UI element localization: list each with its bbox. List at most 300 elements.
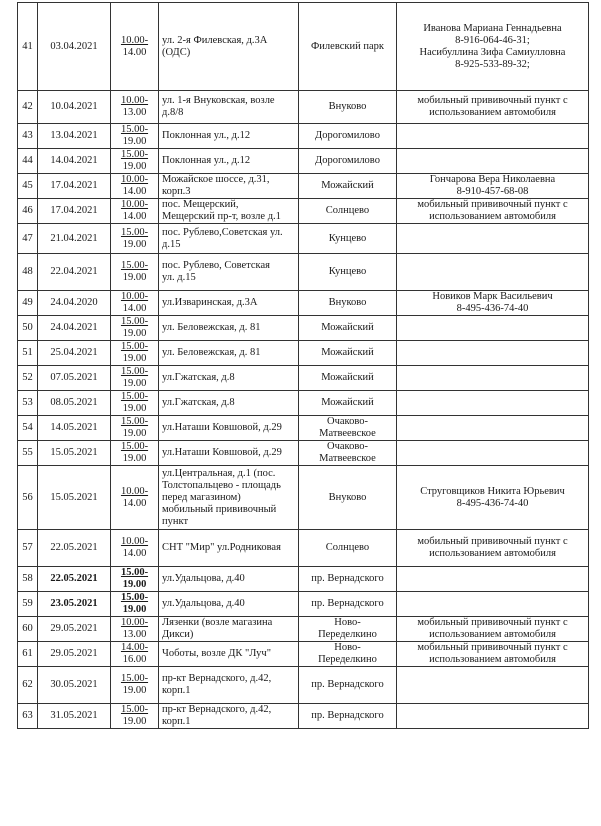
address-cell bbox=[159, 91, 299, 124]
date-cell bbox=[38, 366, 111, 391]
contact-cell bbox=[397, 416, 589, 441]
cell-text: 8-910-457-68-08 bbox=[456, 186, 529, 197]
cell-text: 10.00- bbox=[120, 174, 149, 185]
cell-text: 19.00 bbox=[122, 136, 147, 147]
district-cell bbox=[299, 530, 397, 567]
cell-text: 15.05.2021 bbox=[50, 491, 98, 503]
date-cell bbox=[38, 642, 111, 667]
time-cell bbox=[111, 416, 159, 441]
cell-text: 15.00- bbox=[120, 391, 149, 402]
cell-text: 13.00 bbox=[122, 629, 147, 640]
address-cell bbox=[159, 704, 299, 729]
cell-text: 10.00- bbox=[120, 199, 149, 210]
cell-text: Новиков Марк Васильевич bbox=[432, 291, 553, 302]
district-cell bbox=[299, 341, 397, 366]
cell-text: 19.00 bbox=[122, 716, 147, 727]
cell-text: Матвеевское bbox=[319, 428, 376, 439]
table-row bbox=[18, 416, 589, 441]
contact-cell bbox=[397, 124, 589, 149]
cell-text: пр. Вернадского bbox=[311, 598, 384, 609]
date-cell bbox=[38, 704, 111, 729]
row-number-cell bbox=[18, 199, 38, 224]
contact-cell bbox=[397, 316, 589, 341]
cell-text: Поклонная ул., д.12 bbox=[162, 155, 251, 166]
cell-text: Можайский bbox=[321, 347, 374, 358]
cell-text: ул.Удальцова, д.40 bbox=[162, 598, 245, 609]
cell-text: мобильный прививочный пункт с bbox=[417, 617, 568, 628]
row-number-cell bbox=[18, 149, 38, 174]
cell-text: 31.05.2021 bbox=[50, 710, 98, 721]
contact-cell bbox=[397, 224, 589, 254]
cell-text: Внуково bbox=[328, 297, 367, 308]
time-cell bbox=[111, 124, 159, 149]
cell-text: 19.00 bbox=[122, 353, 147, 364]
table-row bbox=[18, 174, 589, 199]
contact-cell bbox=[397, 704, 589, 729]
cell-text: 29.05.2021 bbox=[50, 648, 98, 659]
district-cell bbox=[299, 667, 397, 704]
time-cell bbox=[111, 466, 159, 530]
cell-text: 15.00- bbox=[120, 673, 149, 684]
cell-text: Дорогомилово bbox=[315, 155, 380, 166]
contact-cell bbox=[397, 667, 589, 704]
cell-text: 23.05.2021 bbox=[50, 598, 98, 609]
cell-text: 15.00- bbox=[120, 341, 149, 352]
contact-cell bbox=[397, 149, 589, 174]
cell-text: Очаково- bbox=[327, 416, 368, 427]
cell-text: 54 bbox=[22, 422, 33, 433]
cell-text: 46 bbox=[22, 205, 33, 216]
cell-text: 14.00 bbox=[122, 186, 147, 197]
cell-text: Лязенки (возле магазина bbox=[162, 617, 273, 628]
cell-text: 19.00 bbox=[122, 428, 147, 439]
table-row bbox=[18, 567, 589, 592]
cell-text: Чоботы, возле ДК "Луч" bbox=[162, 648, 271, 659]
cell-text: 48 bbox=[22, 266, 33, 277]
cell-text: Внуково bbox=[328, 491, 367, 503]
cell-text: 53 bbox=[22, 397, 33, 408]
cell-text: 24.04.2020 bbox=[50, 297, 98, 308]
cell-text: 19.00 bbox=[122, 604, 147, 615]
time-cell bbox=[111, 316, 159, 341]
cell-text: 49 bbox=[22, 297, 33, 308]
time-cell bbox=[111, 530, 159, 567]
cell-text: Дикси) bbox=[162, 629, 194, 640]
table-row bbox=[18, 124, 589, 149]
cell-text: Кунцево bbox=[328, 266, 367, 277]
cell-text: 57 bbox=[22, 542, 33, 553]
cell-text: Можайский bbox=[321, 397, 374, 408]
cell-text: 15.00- bbox=[120, 704, 149, 715]
district-cell bbox=[299, 224, 397, 254]
contact-cell bbox=[397, 567, 589, 592]
cell-text: Очаково- bbox=[327, 441, 368, 452]
contact-cell bbox=[397, 254, 589, 291]
cell-text: ул. Беловежская, д. 81 bbox=[162, 322, 261, 333]
row-number-cell bbox=[18, 704, 38, 729]
date-cell bbox=[38, 391, 111, 416]
row-number-cell bbox=[18, 91, 38, 124]
cell-text: использованием автомобиля bbox=[429, 629, 556, 640]
cell-text: 10.00- bbox=[120, 485, 149, 497]
contact-cell bbox=[397, 199, 589, 224]
cell-text: ул. д.15 bbox=[162, 272, 196, 283]
cell-text: Ново- bbox=[334, 617, 361, 628]
cell-text: пр-кт Вернадского, д.42, bbox=[162, 704, 272, 715]
address-cell bbox=[159, 254, 299, 291]
cell-text: ул.Удальцова, д.40 bbox=[162, 573, 245, 584]
contact-cell bbox=[397, 391, 589, 416]
date-cell bbox=[38, 199, 111, 224]
cell-text: Можайский bbox=[321, 180, 374, 191]
cell-text: ул.Наташи Ковшовой, д.29 bbox=[162, 422, 282, 433]
cell-text: 10.00- bbox=[120, 536, 149, 547]
cell-text: корп.3 bbox=[162, 186, 191, 197]
cell-text: ул. Беловежская, д. 81 bbox=[162, 347, 261, 358]
time-cell bbox=[111, 617, 159, 642]
row-number-cell bbox=[18, 592, 38, 617]
table-row bbox=[18, 254, 589, 291]
district-cell bbox=[299, 254, 397, 291]
cell-text: 52 bbox=[22, 372, 33, 383]
row-number-cell bbox=[18, 530, 38, 567]
address-cell bbox=[159, 567, 299, 592]
date-cell bbox=[38, 530, 111, 567]
cell-text: 19.00 bbox=[122, 161, 147, 172]
date-cell bbox=[38, 617, 111, 642]
date-cell bbox=[38, 441, 111, 466]
date-cell bbox=[38, 667, 111, 704]
cell-text: Насибуллина Зифа Самиулловна bbox=[419, 46, 566, 58]
cell-text: 60 bbox=[22, 623, 33, 634]
date-cell bbox=[38, 416, 111, 441]
cell-text: 19.00 bbox=[122, 403, 147, 414]
cell-text: использованием автомобиля bbox=[429, 654, 556, 665]
cell-text: 19.00 bbox=[122, 238, 147, 250]
address-cell bbox=[159, 667, 299, 704]
date-cell bbox=[38, 466, 111, 530]
contact-cell bbox=[397, 642, 589, 667]
cell-text: 62 bbox=[22, 679, 33, 690]
cell-text: 50 bbox=[22, 322, 33, 333]
time-cell bbox=[111, 567, 159, 592]
cell-text: (ОДС) bbox=[162, 46, 191, 58]
time-cell bbox=[111, 199, 159, 224]
table-row bbox=[18, 224, 589, 254]
district-cell bbox=[299, 124, 397, 149]
cell-text: 14.00 bbox=[122, 497, 147, 509]
cell-text: 08.05.2021 bbox=[50, 397, 98, 408]
table-row bbox=[18, 642, 589, 667]
cell-text: 14.05.2021 bbox=[50, 422, 98, 433]
cell-text: Кунцево bbox=[328, 232, 367, 244]
table-row bbox=[18, 149, 589, 174]
district-cell bbox=[299, 704, 397, 729]
row-number-cell bbox=[18, 341, 38, 366]
cell-text: Струговщиков Никита Юрьевич bbox=[420, 485, 565, 497]
table-row bbox=[18, 704, 589, 729]
contact-cell bbox=[397, 530, 589, 567]
cell-text: 8-925-533-89-32; bbox=[455, 58, 530, 70]
contact-cell bbox=[397, 441, 589, 466]
table-row bbox=[18, 3, 589, 91]
address-cell bbox=[159, 316, 299, 341]
cell-text: пункт bbox=[162, 515, 189, 527]
address-cell bbox=[159, 291, 299, 316]
table-row bbox=[18, 617, 589, 642]
row-number-cell bbox=[18, 567, 38, 592]
table-row bbox=[18, 391, 589, 416]
cell-text: 17.04.2021 bbox=[50, 205, 98, 216]
cell-text: 15.05.2021 bbox=[50, 447, 98, 458]
contact-cell bbox=[397, 366, 589, 391]
date-cell bbox=[38, 174, 111, 199]
address-cell bbox=[159, 149, 299, 174]
cell-text: ул. 1-я Внуковская, возле bbox=[162, 95, 275, 106]
cell-text: пр-кт Вернадского, д.42, bbox=[162, 673, 272, 684]
address-cell bbox=[159, 341, 299, 366]
date-cell bbox=[38, 91, 111, 124]
address-cell bbox=[159, 174, 299, 199]
address-cell bbox=[159, 199, 299, 224]
cell-text: 22.05.2021 bbox=[50, 542, 98, 553]
cell-text: 19.00 bbox=[122, 328, 147, 339]
table-row bbox=[18, 291, 589, 316]
row-number-cell bbox=[18, 291, 38, 316]
cell-text: Можайский bbox=[321, 372, 374, 383]
cell-text: 15.00- bbox=[120, 149, 149, 160]
cell-text: пр. Вернадского bbox=[311, 679, 384, 690]
time-cell bbox=[111, 174, 159, 199]
cell-text: Мещерский пр-т, возле д.1 bbox=[162, 211, 281, 222]
time-cell bbox=[111, 149, 159, 174]
cell-text: 10.00- bbox=[120, 34, 149, 46]
cell-text: 29.05.2021 bbox=[50, 623, 98, 634]
row-number-cell bbox=[18, 3, 38, 91]
cell-text: 30.05.2021 bbox=[50, 679, 98, 690]
address-cell bbox=[159, 391, 299, 416]
address-cell bbox=[159, 224, 299, 254]
row-number-cell bbox=[18, 441, 38, 466]
date-cell bbox=[38, 567, 111, 592]
cell-text: 22.04.2021 bbox=[50, 266, 98, 277]
table-row bbox=[18, 366, 589, 391]
cell-text: 47 bbox=[22, 232, 33, 244]
cell-text: 16.00 bbox=[122, 654, 147, 665]
row-number-cell bbox=[18, 174, 38, 199]
time-cell bbox=[111, 291, 159, 316]
district-cell bbox=[299, 441, 397, 466]
row-number-cell bbox=[18, 224, 38, 254]
district-cell bbox=[299, 199, 397, 224]
cell-text: 10.00- bbox=[120, 617, 149, 628]
cell-text: 10.00- bbox=[120, 95, 149, 106]
district-cell bbox=[299, 391, 397, 416]
cell-text: 14.04.2021 bbox=[50, 155, 98, 166]
cell-text: Солнцево bbox=[325, 542, 370, 553]
cell-text: Ново- bbox=[334, 642, 361, 653]
date-cell bbox=[38, 592, 111, 617]
district-cell bbox=[299, 366, 397, 391]
cell-text: 25.04.2021 bbox=[50, 347, 98, 358]
cell-text: Солнцево bbox=[325, 205, 370, 216]
cell-text: пр. Вернадского bbox=[311, 573, 384, 584]
cell-text: 10.04.2021 bbox=[50, 101, 98, 112]
cell-text: 63 bbox=[22, 710, 33, 721]
cell-text: д.15 bbox=[162, 238, 181, 250]
district-cell bbox=[299, 174, 397, 199]
cell-text: 42 bbox=[22, 101, 33, 112]
cell-text: 19.00 bbox=[122, 453, 147, 464]
contact-cell bbox=[397, 174, 589, 199]
contact-cell bbox=[397, 341, 589, 366]
cell-text: пос. Мещерский, bbox=[162, 199, 239, 210]
cell-text: 13.04.2021 bbox=[50, 130, 98, 141]
cell-text: 07.05.2021 bbox=[50, 372, 98, 383]
contact-cell bbox=[397, 291, 589, 316]
time-cell bbox=[111, 391, 159, 416]
cell-text: мобильный прививочный пункт с bbox=[417, 642, 568, 653]
cell-text: 43 bbox=[22, 130, 33, 141]
table-row bbox=[18, 199, 589, 224]
district-cell bbox=[299, 642, 397, 667]
cell-text: 15.00- bbox=[120, 441, 149, 452]
cell-text: ул.Гжатская, д.8 bbox=[162, 372, 235, 383]
cell-text: 15.00- bbox=[120, 226, 149, 238]
address-cell bbox=[159, 530, 299, 567]
cell-text: ул.Изваринская, д.3А bbox=[162, 297, 258, 308]
cell-text: 55 bbox=[22, 447, 33, 458]
table-row bbox=[18, 592, 589, 617]
cell-text: 17.04.2021 bbox=[50, 180, 98, 191]
row-number-cell bbox=[18, 366, 38, 391]
cell-text: Филевский парк bbox=[311, 40, 384, 52]
address-cell bbox=[159, 617, 299, 642]
contact-cell bbox=[397, 592, 589, 617]
cell-text: 10.00- bbox=[120, 291, 149, 302]
cell-text: 45 bbox=[22, 180, 33, 191]
schedule-table bbox=[17, 2, 589, 729]
cell-text: Гончарова Вера Николаевна bbox=[429, 174, 556, 185]
district-cell bbox=[299, 592, 397, 617]
cell-text: ул. 2-я Филевская, д.3А bbox=[162, 34, 268, 46]
cell-text: 8-916-064-46-31; bbox=[455, 34, 530, 46]
cell-text: пр. Вернадского bbox=[311, 710, 384, 721]
row-number-cell bbox=[18, 466, 38, 530]
table-row bbox=[18, 341, 589, 366]
cell-text: 41 bbox=[22, 40, 33, 52]
schedule-rows bbox=[18, 3, 589, 729]
cell-text: Дорогомилово bbox=[315, 130, 380, 141]
date-cell bbox=[38, 316, 111, 341]
cell-text: 61 bbox=[22, 648, 33, 659]
cell-text: 59 bbox=[22, 598, 33, 609]
cell-text: 14.00 bbox=[122, 303, 147, 314]
date-cell bbox=[38, 124, 111, 149]
table-row bbox=[18, 530, 589, 567]
cell-text: 15.00- bbox=[120, 316, 149, 327]
date-cell bbox=[38, 254, 111, 291]
district-cell bbox=[299, 291, 397, 316]
table-row bbox=[18, 466, 589, 530]
contact-cell bbox=[397, 3, 589, 91]
cell-text: 19.00 bbox=[122, 378, 147, 389]
cell-text: 19.00 bbox=[122, 685, 147, 696]
cell-text: 15.00- bbox=[120, 567, 149, 578]
cell-text: 14.00 bbox=[122, 211, 147, 222]
cell-text: Иванова Мариана Геннадьевна bbox=[423, 22, 562, 34]
address-cell bbox=[159, 416, 299, 441]
cell-text: ул.Гжатская, д.8 bbox=[162, 397, 235, 408]
district-cell bbox=[299, 567, 397, 592]
time-cell bbox=[111, 667, 159, 704]
date-cell bbox=[38, 341, 111, 366]
cell-text: 8-495-436-74-40 bbox=[456, 303, 529, 314]
cell-text: Переделкино bbox=[318, 654, 377, 665]
cell-text: мобильный прививочный пункт с bbox=[417, 536, 568, 547]
time-cell bbox=[111, 704, 159, 729]
cell-text: корп.1 bbox=[162, 716, 191, 727]
cell-text: 15.00- bbox=[120, 416, 149, 427]
cell-text: 14.00- bbox=[120, 642, 149, 653]
cell-text: использованием автомобиля bbox=[429, 548, 556, 559]
row-number-cell bbox=[18, 316, 38, 341]
cell-text: использованием автомобиля bbox=[429, 107, 556, 118]
date-cell bbox=[38, 224, 111, 254]
cell-text: мобильный прививочный bbox=[162, 503, 277, 515]
cell-text: использованием автомобиля bbox=[429, 211, 556, 222]
address-cell bbox=[159, 124, 299, 149]
cell-text: 19.00 bbox=[122, 272, 147, 283]
district-cell bbox=[299, 617, 397, 642]
cell-text: корп.1 bbox=[162, 685, 191, 696]
address-cell bbox=[159, 466, 299, 530]
cell-text: Можайское шоссе, д.31, bbox=[162, 174, 270, 185]
time-cell bbox=[111, 224, 159, 254]
address-cell bbox=[159, 441, 299, 466]
cell-text: ул.Центральная, д.1 (пос. bbox=[162, 467, 276, 479]
time-cell bbox=[111, 592, 159, 617]
district-cell bbox=[299, 91, 397, 124]
cell-text: пос. Рублево,Советская ул. bbox=[162, 226, 283, 238]
contact-cell bbox=[397, 617, 589, 642]
row-number-cell bbox=[18, 254, 38, 291]
row-number-cell bbox=[18, 416, 38, 441]
cell-text: 13.00 bbox=[122, 107, 147, 118]
cell-text: перед магазином) bbox=[162, 491, 241, 503]
cell-text: 56 bbox=[22, 491, 33, 503]
address-cell bbox=[159, 3, 299, 91]
cell-text: 19.00 bbox=[122, 579, 147, 590]
cell-text: Можайский bbox=[321, 322, 374, 333]
time-cell bbox=[111, 366, 159, 391]
time-cell bbox=[111, 642, 159, 667]
cell-text: 15.00- bbox=[120, 260, 149, 271]
cell-text: д.8/8 bbox=[162, 107, 184, 118]
cell-text: Внуково bbox=[328, 101, 367, 112]
date-cell bbox=[38, 3, 111, 91]
row-number-cell bbox=[18, 124, 38, 149]
cell-text: мобильный прививочный пункт с bbox=[417, 95, 568, 106]
time-cell bbox=[111, 254, 159, 291]
district-cell bbox=[299, 316, 397, 341]
cell-text: 51 bbox=[22, 347, 33, 358]
table-row bbox=[18, 441, 589, 466]
address-cell bbox=[159, 366, 299, 391]
address-cell bbox=[159, 642, 299, 667]
contact-cell bbox=[397, 91, 589, 124]
cell-text: 22.05.2021 bbox=[50, 573, 98, 584]
